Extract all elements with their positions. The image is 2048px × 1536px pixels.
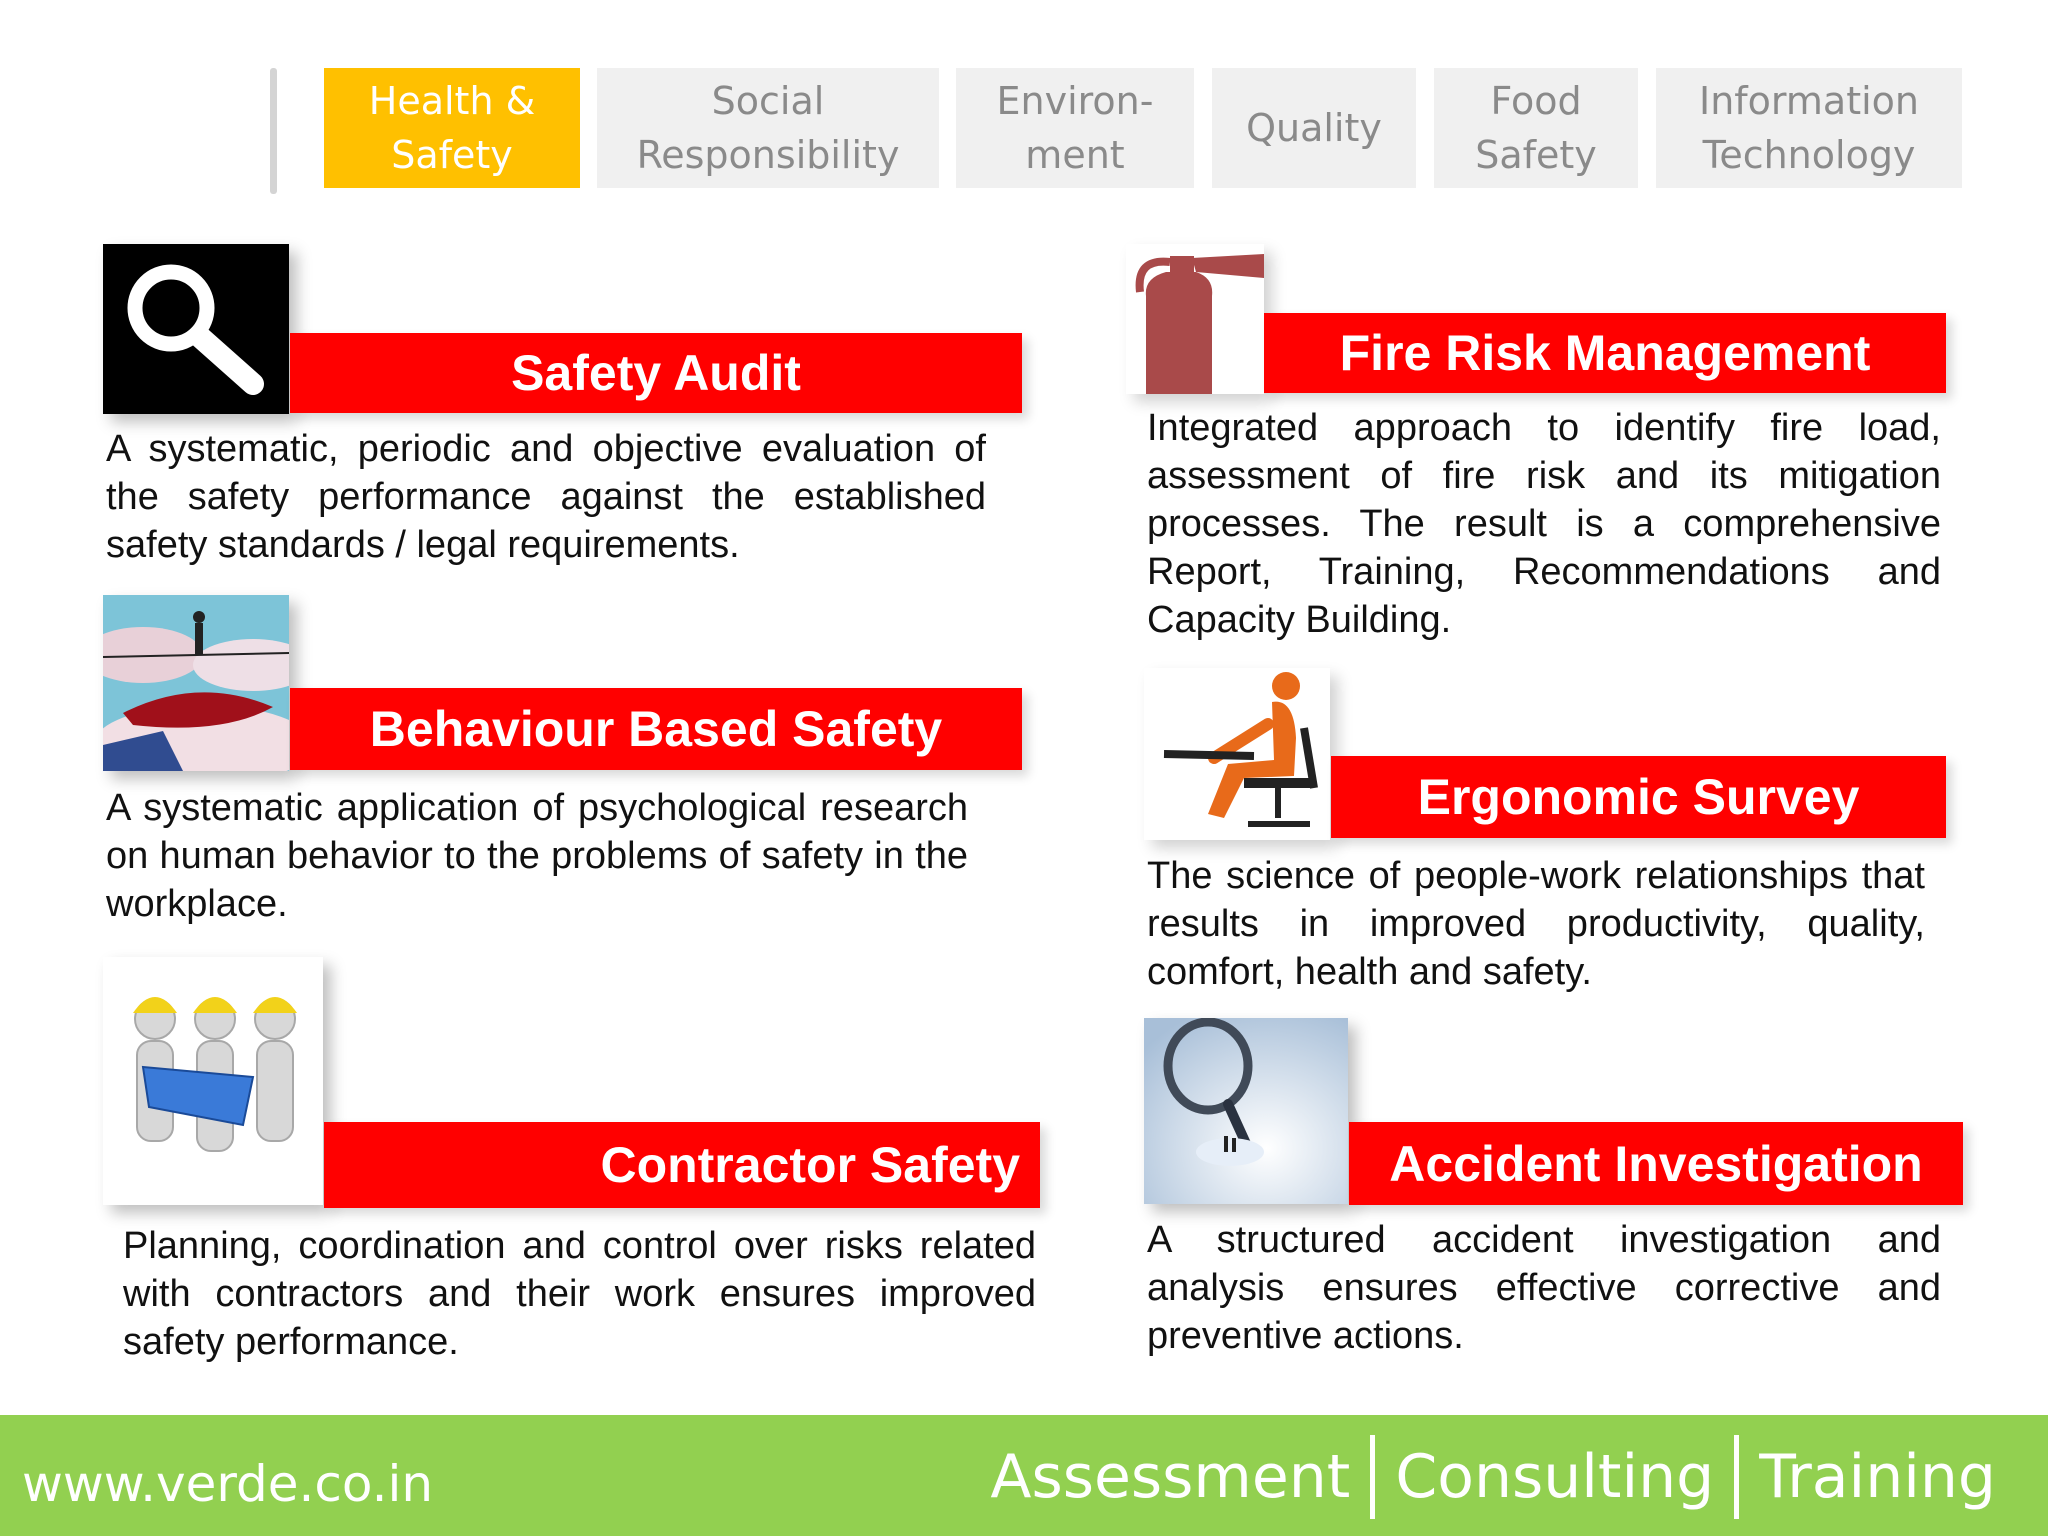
tab-quality[interactable] xyxy=(1212,68,1416,188)
tab-food-safety[interactable] xyxy=(1434,68,1638,188)
tagline xyxy=(990,1435,1996,1519)
tab-information-technology[interactable] xyxy=(1656,68,1962,188)
workers-icon xyxy=(103,957,323,1205)
ergonomic-chair-icon xyxy=(1144,668,1330,840)
fire-risk-management-description: Integrated approach to identify fire load, assessment of fire risk and its mitigation processes. The result is a comprehensive Report, Training, Recommendations and Capacity Building. xyxy=(1147,407,1941,641)
website-link[interactable]: www.verde.co.in xyxy=(22,1455,434,1513)
contractor-safety-title: Contractor Safety xyxy=(600,1137,1020,1193)
ergonomic-survey-banner xyxy=(1331,756,1946,838)
tab-label-line2: Safety xyxy=(391,133,513,177)
tab-label-line1: Food xyxy=(1490,79,1582,123)
tagline-training: Training xyxy=(1759,1442,1996,1512)
ergonomic-survey-description: The science of people-work relationships that results in improved productivity, quality, comfort, health and safety. xyxy=(1147,855,1925,993)
tab-label-line1: Health & xyxy=(368,79,536,123)
tab-label-line1: Environ- xyxy=(996,79,1154,123)
tab-social-responsibility[interactable] xyxy=(597,68,939,188)
ergonomic-survey-title: Ergonomic Survey xyxy=(1417,769,1860,825)
tab-health-safety[interactable] xyxy=(324,68,580,188)
tagline-separator xyxy=(1370,1435,1375,1519)
tab-environment[interactable] xyxy=(956,68,1194,188)
tab-label-line2: ment xyxy=(1025,133,1125,177)
investigation-icon xyxy=(1144,1018,1348,1204)
safety-audit-title: Safety Audit xyxy=(511,345,801,401)
tab-label-line1: Social xyxy=(711,79,825,123)
fire-risk-management-banner xyxy=(1264,313,1946,393)
safety-audit-description: A systematic, periodic and objective evaluation of the safety performance against the established safety standards / legal requirements. xyxy=(106,428,986,566)
tagline-assessment: Assessment xyxy=(990,1442,1351,1512)
footer xyxy=(0,1415,2048,1536)
tab-label-line2: Technology xyxy=(1702,133,1916,177)
tagline-consulting: Consulting xyxy=(1395,1442,1715,1512)
accident-investigation-banner xyxy=(1349,1122,1963,1205)
tab-label-line1: Quality xyxy=(1246,106,1382,150)
tagline-separator xyxy=(1734,1435,1739,1519)
behaviour-based-safety-title: Behaviour Based Safety xyxy=(369,701,943,757)
magnifier-icon xyxy=(103,244,289,414)
accident-investigation-description: A structured accident investigation and analysis ensures effective corrective and preventive actions. xyxy=(1147,1219,1941,1357)
behaviour-based-safety-banner xyxy=(290,688,1022,770)
tightrope-icon xyxy=(103,595,289,771)
safety-audit-banner xyxy=(290,333,1022,413)
accident-investigation-title: Accident Investigation xyxy=(1389,1135,1923,1192)
contractor-safety-banner xyxy=(324,1122,1040,1208)
fire-extinguisher-icon xyxy=(1126,244,1264,394)
tab-label-line2: Responsibility xyxy=(636,133,900,177)
behaviour-based-safety-description: A systematic application of psychological research on human behavior to the problems of safety in the workplace. xyxy=(106,787,968,925)
tab-label-line2: Safety xyxy=(1475,133,1597,177)
tab-label-line1: Information xyxy=(1699,79,1919,123)
tab-divider xyxy=(270,68,277,194)
contractor-safety-description: Planning, coordination and control over risks related with contractors and their work ensures improved safety performance. xyxy=(123,1225,1036,1363)
fire-risk-management-title: Fire Risk Management xyxy=(1339,325,1871,381)
